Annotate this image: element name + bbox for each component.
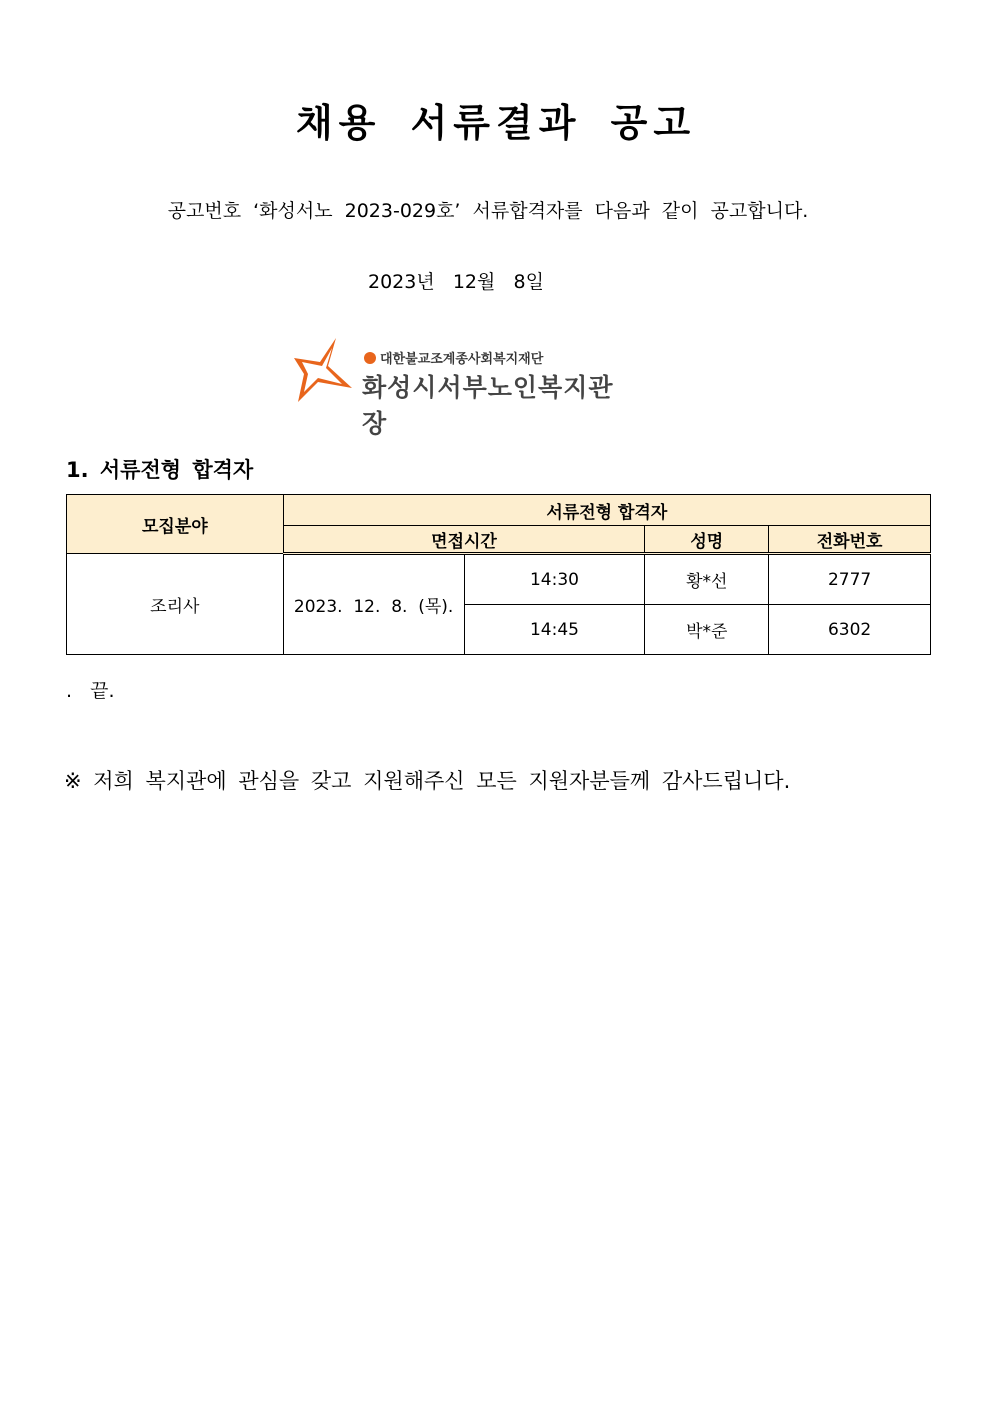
star-logo-icon: [292, 336, 354, 408]
name-cell: 박*준: [645, 605, 769, 655]
end-mark: . 끝.: [66, 680, 115, 702]
field-cell: 조리사: [67, 554, 284, 655]
interview-date-cell: 2023. 12. 8. (목).: [283, 554, 464, 655]
foundation-emblem-icon: [364, 352, 376, 364]
header-field: 모집분야: [67, 495, 284, 554]
phone-cell: 2777: [769, 554, 931, 605]
time-cell: 14:45: [464, 605, 645, 655]
organization-name: 화성시서부노인복지관장: [362, 373, 614, 438]
foundation-label: 대한불교조계종사회복지재단: [380, 352, 544, 367]
header-passed-group: 서류전형 합격자: [283, 495, 930, 526]
page-title: 채용 서류결과 공고: [295, 101, 697, 145]
foundation-name: [364, 348, 543, 367]
announcement-date: 2023년 12월 8일: [368, 271, 544, 293]
header-interview-time: 면접시간: [283, 526, 645, 554]
section-title: 1. 서류전형 합격자: [66, 458, 254, 482]
organization-logo: [292, 336, 632, 438]
header-phone: 전화번호: [769, 526, 931, 554]
time-cell: 14:30: [464, 554, 645, 605]
results-table: [66, 494, 931, 655]
thanks-note: ※ 저희 복지관에 관심을 갖고 지원해주신 모든 지원자분들께 감사드립니다.: [64, 769, 791, 793]
header-name: 성명: [645, 526, 769, 554]
phone-cell: 6302: [769, 605, 931, 655]
name-cell: 황*선: [645, 554, 769, 605]
table-row: [67, 554, 931, 605]
announcement-text: 공고번호 ‘화성서노 2023-029호’ 서류합격자를 다음과 같이 공고합니다.: [167, 200, 809, 222]
